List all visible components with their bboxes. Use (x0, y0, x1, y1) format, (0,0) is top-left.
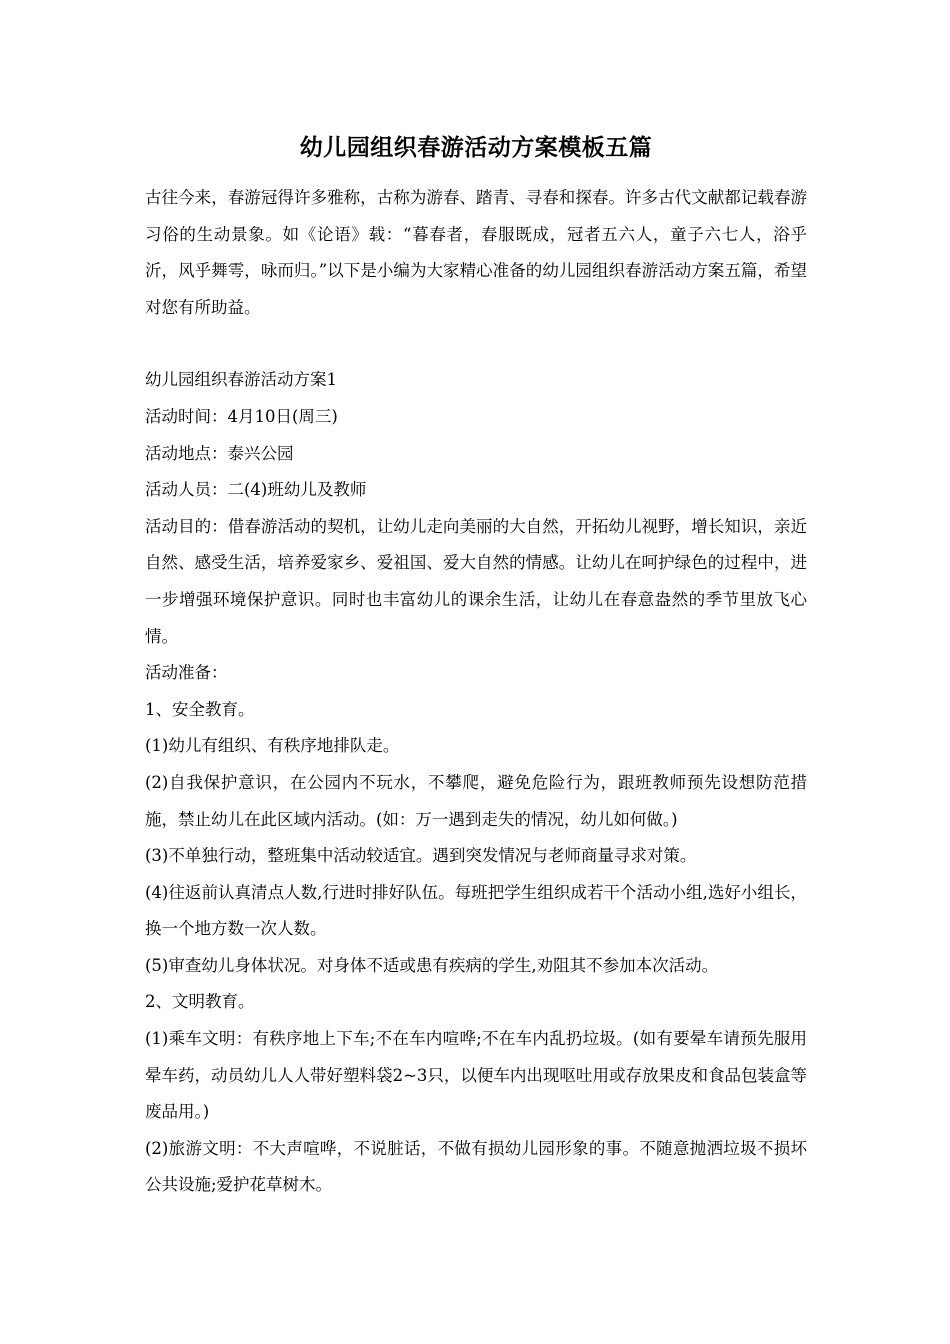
civil-item: (1)乘车文明：有秩序地上下车;不在车内喧哗;不在车内乱扔垃圾。(如有要晕车请预先服用晕车药，动员幼儿人人带好塑料袋2~3只，以便车内出现呕吐用或存放果皮和食品包装盒等废品用。) (145, 1029, 807, 1122)
paragraph-gap (145, 326, 807, 362)
activity-place: 活动地点：泰兴公园 (145, 443, 294, 463)
prep-heading: 活动准备： (145, 663, 228, 683)
safety-heading: 1、安全教育。 (145, 699, 255, 719)
intro-paragraph: 古往今来，春游冠得许多雅称，古称为游春、踏青、寻春和探春。许多古代文献都记载春游习俗的生动景象。如《论语》载：“暮春者，春服既成，冠者五六人，童子六七人，浴乎沂，风乎舞雩，咏而归。”以下是小编为大家精心准备的幼儿园组织春游活动方案五篇，希望对您有所助益。 (145, 188, 807, 317)
activity-goal: 活动目的：借春游活动的契机，让幼儿走向美丽的大自然，开拓幼儿视野，增长知识，亲近自然、感受生活，培养爱家乡、爱祖国、爱大自然的情感。让幼儿在呵护绿色的过程中，进一步增强环境保护意识。同时也丰富幼儿的课余生活，让幼儿在春意盎然的季节里放飞心情。 (145, 516, 807, 646)
safety-item: (5)审查幼儿身体状况。对身体不适或患有疾病的学生,劝阻其不参加本次活动。 (145, 955, 719, 975)
activity-people: 活动人员：二(4)班幼儿及教师 (145, 480, 367, 500)
section-heading: 幼儿园组织春游活动方案1 (145, 370, 337, 390)
safety-item: (2)自我保护意识，在公园内不玩水，不攀爬，避免危险行为，跟班教师预先设想防范措施，禁止幼儿在此区域内活动。(如：万一遇到走失的情况，幼儿如何做。) (145, 772, 807, 829)
document-title: 幼儿园组织春游活动方案模板五篇 (299, 134, 653, 161)
safety-item: (3)不单独行动，整班集中活动较适宜。遇到突发情况与老师商量寻求对策。 (145, 846, 697, 866)
civil-heading: 2、文明教育。 (145, 992, 255, 1012)
safety-item: (4)往返前认真清点人数,行进时排好队伍。每班把学生组织成若干个活动小组,选好小组长，换一个地方数一次人数。 (145, 882, 807, 939)
civil-item: (2)旅游文明：不大声喧哗，不说脏话，不做有损幼儿园形象的事。不随意抛洒垃圾不损坏公共设施;爱护花草树木。 (145, 1138, 807, 1195)
activity-time: 活动时间：4月10日(周三) (145, 406, 338, 426)
document-page (145, 128, 807, 1204)
safety-item: (1)幼儿有组织、有秩序地排队走。 (145, 736, 400, 756)
